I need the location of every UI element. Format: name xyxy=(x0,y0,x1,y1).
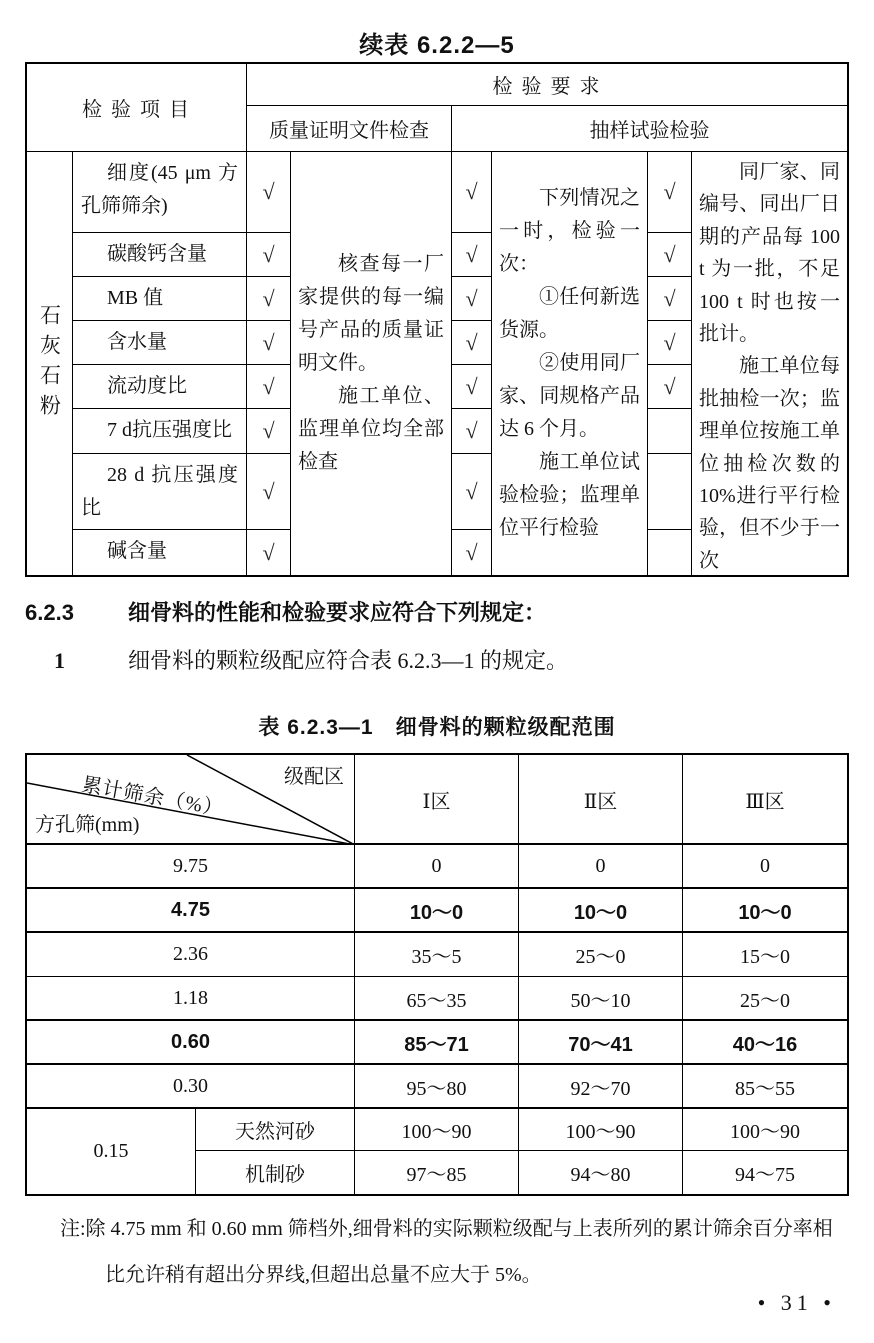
paragraph: 下列情况之一时，检验一次： xyxy=(499,187,640,275)
item-number: 1 xyxy=(54,648,65,673)
sieve-size: 2.36 xyxy=(27,933,355,977)
header-sampling-test: 抽样试验检验 xyxy=(452,106,847,152)
row-item-28d-strength-ratio: 28 d 抗压强度比 xyxy=(73,454,247,530)
check-mark: √ xyxy=(452,365,492,409)
zone3-value: 40～16 xyxy=(683,1021,847,1065)
header-zone-3: Ⅲ区 xyxy=(683,755,847,845)
row-item-7d-strength-ratio: 7 d抗压强度比 xyxy=(73,409,247,454)
check-mark: √ xyxy=(247,277,291,321)
zone3-value: 15～0 xyxy=(683,933,847,977)
check-mark: √ xyxy=(452,409,492,454)
category-limestone-powder: 石灰石粉 xyxy=(27,152,73,575)
check-mark: √ xyxy=(247,409,291,454)
doc-check-procedure-cell xyxy=(291,152,452,575)
row-item-caco3: 碳酸钙含量 xyxy=(73,233,247,277)
zone1-value: 65～35 xyxy=(355,977,519,1021)
check-mark: √ xyxy=(452,321,492,365)
zone2-value: 10～0 xyxy=(519,889,683,933)
zone3-value: 85～55 xyxy=(683,1065,847,1109)
zone1-value: 95～80 xyxy=(355,1065,519,1109)
zone1-value: 100～90 xyxy=(355,1109,519,1151)
zone1-value: 0 xyxy=(355,845,519,889)
clause-number: 6.2.3 xyxy=(25,600,74,625)
row-item-mb-value: MB 值 xyxy=(73,277,247,321)
check-mark: √ xyxy=(247,321,291,365)
zone2-value: 70～41 xyxy=(519,1021,683,1065)
paragraph: ①任何新选货源。 xyxy=(499,286,640,341)
check-mark: √ xyxy=(247,530,291,575)
paragraph: 施工单位每批抽检一次；监理单位按施工单位抽检次数的 10%进行平行检验，但不少于一次 xyxy=(699,355,840,572)
clause-6-2-3 xyxy=(25,597,546,629)
zone1-value: 10～0 xyxy=(355,889,519,933)
sieve-size-015: 0.15 xyxy=(27,1109,196,1194)
paragraph: 施工单位、监理单位均全部检查 xyxy=(298,385,444,473)
zone2-value: 25～0 xyxy=(519,933,683,977)
sand-type-manufactured: 机制砂 xyxy=(196,1151,355,1194)
zone2-value: 100～90 xyxy=(519,1109,683,1151)
paragraph: 同厂家、同编号、同出厂日期的产品每 100 t 为一批，不足 100 t 时也按一批计。 xyxy=(699,161,840,346)
check-mark: √ xyxy=(247,365,291,409)
zone3-value: 94～75 xyxy=(735,1164,795,1186)
check-mark: √ xyxy=(452,233,492,277)
sampling-batch-rule-cell xyxy=(692,152,847,575)
gradation-range-table xyxy=(25,753,849,1196)
sampling-condition-cell xyxy=(492,152,648,575)
item-text: 细骨料的颗粒级配应符合表 6.2.3—1 的规定。 xyxy=(128,648,569,673)
check-mark-empty xyxy=(648,409,692,454)
check-mark: √ xyxy=(648,152,692,233)
corner-label-zone: 级配区 xyxy=(284,766,344,788)
zone1-value: 85～71 xyxy=(355,1021,519,1065)
table-footnote: 注:除 4.75 mm 和 0.60 mm 筛档外,细骨料的实际颗粒级配与上表所列的累计筛余百分率相比允许稍有超出分界线,但超出总量不应大于 5%。 xyxy=(60,1218,833,1286)
check-mark: √ xyxy=(247,233,291,277)
zone1-value: 35～5 xyxy=(355,933,519,977)
check-mark-empty xyxy=(648,454,692,530)
check-mark: √ xyxy=(247,454,291,530)
diagonal-header-cell xyxy=(27,755,355,845)
paragraph: 施工单位试验检验；监理单位平行检验 xyxy=(499,451,640,539)
zone3-value: 25～0 xyxy=(683,977,847,1021)
page-number: • 31 • xyxy=(757,1290,836,1315)
row-item-fineness: 细度(45 μm 方孔筛筛余) xyxy=(73,152,247,233)
check-mark-empty xyxy=(648,530,692,575)
check-mark: √ xyxy=(648,277,692,321)
corner-label-cumulative-residue: 累计筛余（%） xyxy=(80,773,226,821)
paragraph: ②使用同厂家、同规格产品达 6 个月。 xyxy=(499,352,640,440)
check-mark: √ xyxy=(452,530,492,575)
sieve-size: 9.75 xyxy=(27,845,355,889)
check-mark: √ xyxy=(452,277,492,321)
sieve-size: 1.18 xyxy=(27,977,355,1021)
sieve-size: 4.75 xyxy=(27,889,355,933)
table2-title: 表 6.2.3—1 细骨料的颗粒级配范围 xyxy=(258,716,616,739)
check-mark: √ xyxy=(648,233,692,277)
zone3-value: 100～90 xyxy=(683,1109,847,1151)
row-item-moisture: 含水量 xyxy=(73,321,247,365)
check-mark: √ xyxy=(452,152,492,233)
inspection-requirements-table xyxy=(25,62,849,577)
zone2-value: 50～10 xyxy=(519,977,683,1021)
paragraph: 核查每一厂家提供的每一编号产品的质量证明文件。 xyxy=(298,253,444,374)
check-mark: √ xyxy=(452,454,492,530)
clause-item-1 xyxy=(25,645,568,677)
header-zone-1: Ⅰ区 xyxy=(355,755,519,845)
zone2-value: 92～70 xyxy=(519,1065,683,1109)
corner-label-square-sieve: 方孔筛(mm) xyxy=(35,814,140,836)
row-item-fluidity-ratio: 流动度比 xyxy=(73,365,247,409)
sieve-size: 0.30 xyxy=(27,1065,355,1109)
clause-text: 细骨料的性能和检验要求应符合下列规定： xyxy=(128,600,547,625)
zone3-value: 10～0 xyxy=(683,889,847,933)
header-quality-doc-check: 质量证明文件检查 xyxy=(247,106,452,152)
zone1-value: 97～85 xyxy=(355,1151,519,1194)
sieve-size: 0.60 xyxy=(27,1021,355,1065)
check-mark: √ xyxy=(648,321,692,365)
header-inspection-item: 检 验 项 目 xyxy=(27,64,247,152)
sand-type-natural: 天然河砂 xyxy=(196,1109,355,1151)
check-mark: √ xyxy=(247,152,291,233)
header-inspection-requirement: 检 验 要 求 xyxy=(247,64,847,106)
row-item-alkali-content: 碱含量 xyxy=(73,530,247,575)
zone2-value: 94～80 xyxy=(519,1151,683,1194)
header-zone-2: Ⅱ区 xyxy=(519,755,683,845)
check-mark: √ xyxy=(648,365,692,409)
zone2-value: 0 xyxy=(519,845,683,889)
continued-table-title: 续表 6.2.2—5 xyxy=(359,32,515,59)
zone3-value: 0 xyxy=(683,845,847,889)
